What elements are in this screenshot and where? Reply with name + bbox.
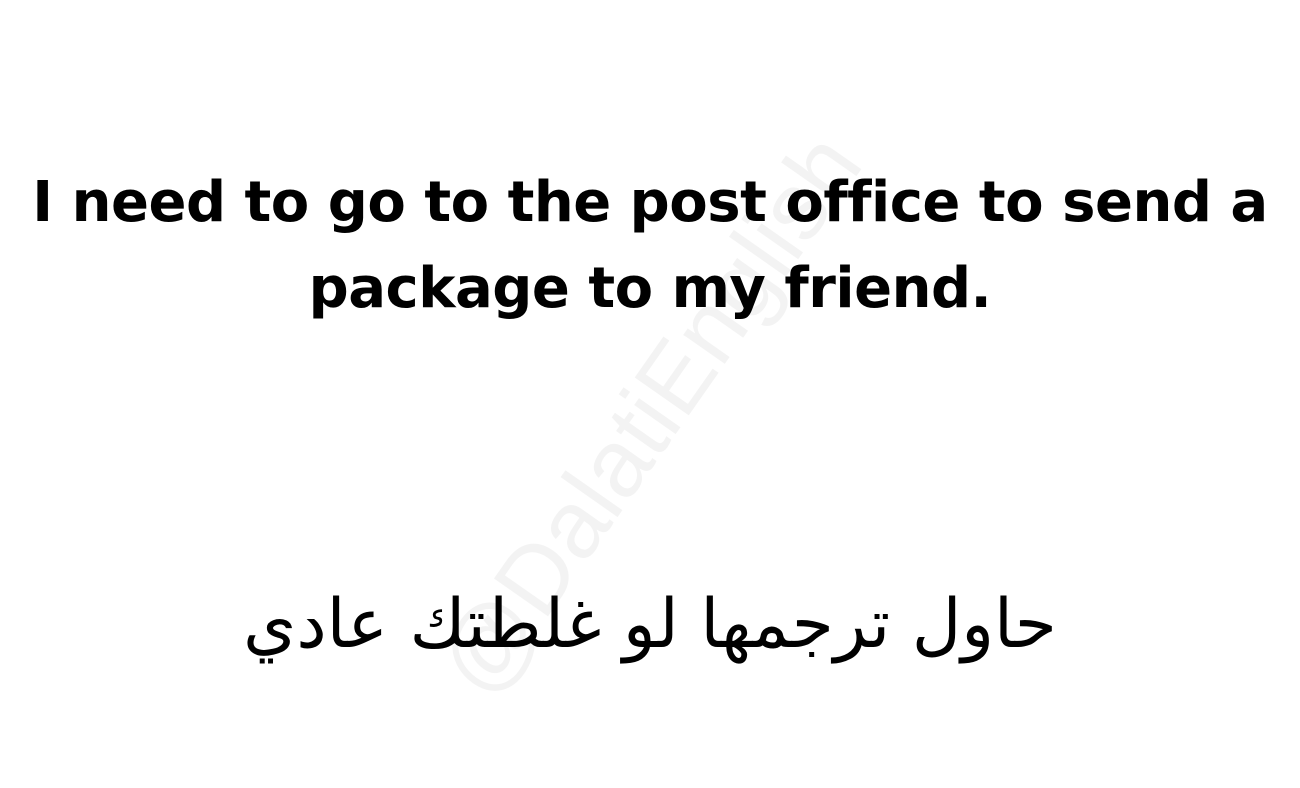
- arabic-instruction: حاول ترجمها لو غلطتك عادي: [243, 585, 1057, 664]
- english-sentence: I need to go to the post office to send a package to my friend.: [32, 170, 1268, 321]
